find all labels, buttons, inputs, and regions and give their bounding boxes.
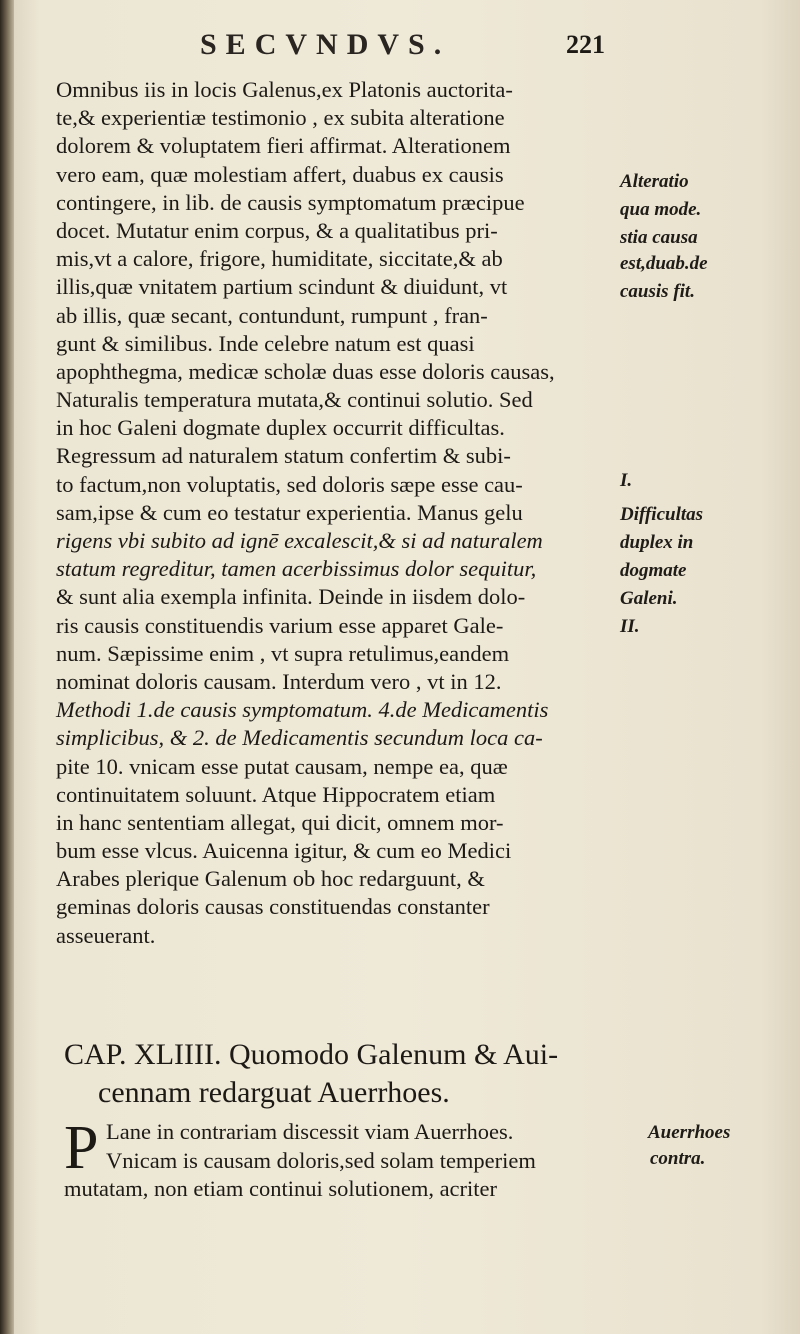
text-line: geminas doloris causas constituendas constanter — [56, 894, 490, 920]
text-line: to factum,non voluptatis, sed doloris sæpe esse cau- — [56, 471, 523, 497]
text-line: continuitatem soluunt. Atque Hippocratem etiam — [56, 781, 496, 807]
main-text-block — [56, 76, 622, 950]
text-line: Methodi 1.de causis symptomatum. 4.de Medicamentis — [56, 697, 549, 723]
text-line: docet. Mutatur enim corpus, & a qualitatibus pri- — [56, 217, 498, 243]
text-line: nominat doloris causam. Interdum vero , vt in 12. — [56, 668, 502, 694]
margin-note: causis fit. — [620, 280, 695, 302]
margin-note: stia causa — [620, 227, 698, 249]
margin-note: dogmate — [620, 559, 687, 581]
margin-note: duplex in — [620, 531, 694, 553]
chapter-heading-line-2: cennam redarguat Auerrhoes. — [98, 1076, 450, 1109]
margin-note: Galeni. — [620, 588, 678, 610]
text-line: contingere, in lib. de causis symptomatum præcipue — [56, 189, 525, 215]
chapter-heading-line-1: CAP. XLIIII. Quomodo Galenum & Aui- — [64, 1038, 559, 1071]
text-line: sam,ipse & cum eo testatur experientia. Manus gelu — [56, 499, 523, 525]
text-line: statum regreditur, tamen acerbissimus dolor sequitur, — [56, 556, 537, 582]
chapter-paragraph — [64, 1114, 644, 1204]
running-head — [0, 28, 800, 68]
text-line: illis,quæ vnitatem partium scindunt & diuidunt, vt — [56, 274, 508, 300]
drop-cap: P — [64, 1114, 99, 1182]
text-line: rigens vbi subito ad ignē excalescit,& si ad naturalem — [56, 528, 543, 553]
text-line: vero eam, quæ molestiam affert, duabus ex causis — [56, 161, 504, 187]
text-line: & sunt alia exempla infinita. Deinde in iisdem dolo- — [56, 584, 526, 610]
text-line: pite 10. vnicam esse putat causam, nempe ea, quæ — [56, 753, 508, 779]
text-line: Regressum ad naturalem statum confertim & subi- — [56, 443, 511, 469]
text-line: in hoc Galeni dogmate duplex occurrit difficultas. — [56, 415, 505, 441]
text-line: Naturalis temperatura mutata,& continui solutio. Sed — [56, 387, 533, 413]
text-line: asseuerant. — [56, 922, 156, 948]
text-line: Omnibus iis in locis Galenus,ex Platonis auctorita- — [56, 77, 513, 102]
running-head-title: SECVNDVS. — [200, 28, 451, 61]
text-line: in hanc sententiam allegat, qui dicit, omnem mor- — [56, 809, 504, 835]
text-line: mis,vt a calore, frigore, humiditate, siccitate,& ab — [56, 246, 503, 272]
paragraph-line: mutatam, non etiam continui solutionem, acriter — [64, 1176, 498, 1201]
margin-note: II. — [620, 616, 640, 638]
text-line: simplicibus, & 2. de Medicamentis secundum loca ca- — [56, 725, 543, 751]
text-line: gunt & similibus. Inde celebre natum est quasi — [56, 330, 475, 356]
text-line: ab illis, quæ secant, contundunt, rumpunt , fran- — [56, 302, 488, 328]
margin-note: contra. — [650, 1148, 706, 1169]
text-line: te,& experientiæ testimonio , ex subita alteratione — [56, 105, 505, 131]
text-line: num. Sæpissime enim , vt supra retulimus,eandem — [56, 640, 510, 666]
page-number: 221 — [566, 30, 605, 59]
margin-note: Difficultas — [620, 503, 704, 525]
margin-note: I. — [620, 469, 633, 491]
margin-note: Alteratio — [620, 170, 689, 192]
paragraph-line: Vnicam is causam doloris,sed solam temperiem — [106, 1147, 536, 1173]
text-line: ris causis constituendis varium esse apparet Gale- — [56, 612, 504, 638]
text-line: bum esse vlcus. Auicenna igitur, & cum eo Medici — [56, 838, 512, 864]
text-line: dolorem & voluptatem fieri affirmat. Alterationem — [56, 133, 511, 159]
margin-note: qua mode. — [620, 198, 702, 220]
page-binding-shadow — [0, 0, 14, 1334]
margin-note: Auerrhoes — [648, 1122, 731, 1143]
text-line: Arabes plerique Galenum ob hoc redarguunt, & — [56, 866, 485, 892]
chapter-heading — [64, 1036, 664, 1112]
paragraph-line: Lane in contrariam discessit viam Auerrhoes. — [106, 1119, 514, 1144]
text-line: apophthegma, medicæ scholæ duas esse doloris causas, — [56, 358, 555, 384]
margin-note: est,duab.de — [620, 252, 708, 274]
